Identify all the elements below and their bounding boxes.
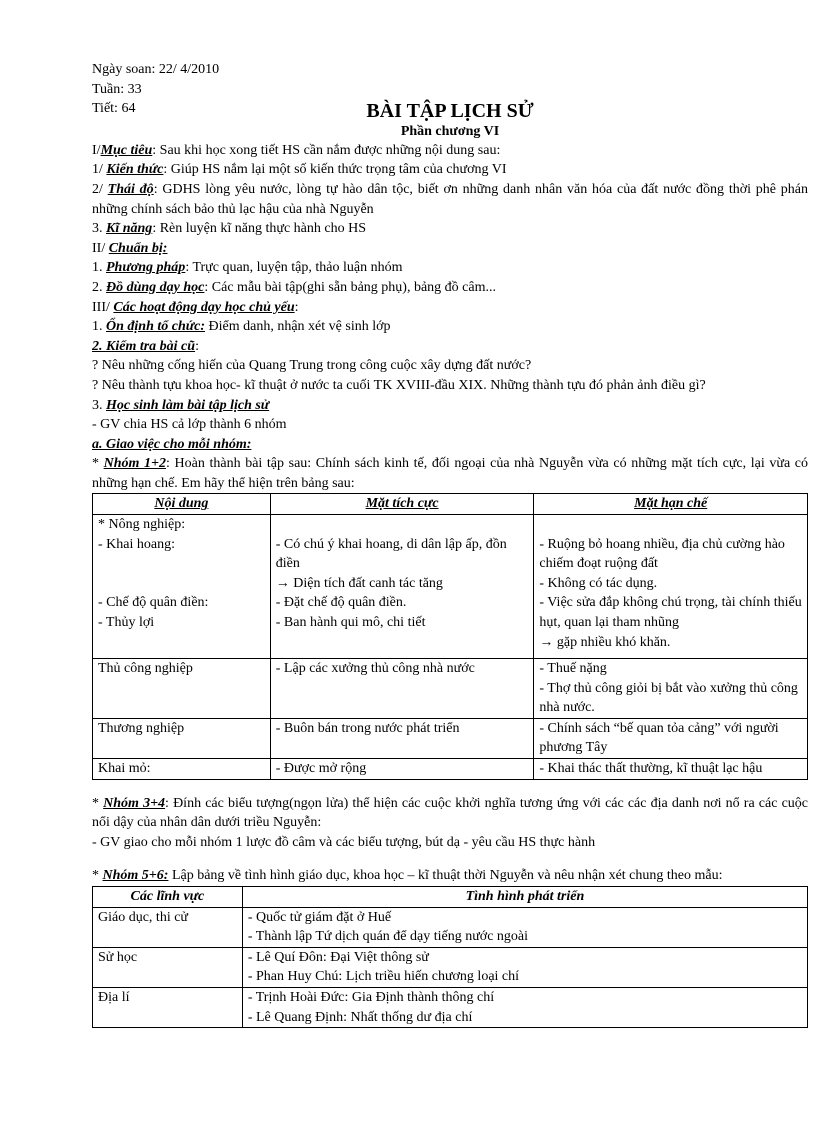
table-cell (534, 659, 808, 719)
item-text: : Giúp HS nắm lại một số kiến thức trọng tâm của chương VI (163, 162, 507, 178)
table-cell: - Khai thác thất thường, kĩ thuật lạc hậu (534, 759, 808, 780)
section1-text: : Sau khi học xong tiết HS cần nắm được những nội dung sau: (152, 142, 501, 158)
table-row-education (93, 907, 808, 947)
group12-label: Nhóm 1+2 (103, 456, 167, 472)
col-header-field: Các lĩnh vực (93, 887, 243, 908)
table-cell: Giáo dục, thi cử (93, 907, 243, 947)
cell-line: - Không có tác dụng. (539, 575, 658, 591)
table-cell: Địa lí (93, 987, 243, 1027)
cell-line: - Thợ thủ công giỏi bị bắt vào xưởng thủ công nhà nước. (539, 680, 798, 716)
step-review (92, 337, 808, 357)
page-title: BÀI TẬP LỊCH SỬ (366, 99, 534, 122)
section3-label: III/ (92, 299, 114, 315)
table-cell: - Lập các xưởng thủ công nhà nước (270, 659, 534, 719)
bullet: * (92, 795, 104, 811)
group56-text: Lập bảng về tình hình giáo dục, khoa học – kĩ thuật thời Nguyễn và nêu nhận xét chung theo mẫu: (168, 868, 723, 884)
item-label: Học sinh làm bài tập lịch sử (106, 397, 270, 413)
table-header-row (93, 887, 808, 908)
section1-label: I/ (92, 142, 101, 158)
table-cell: Khai mỏ: (93, 759, 271, 780)
section3-colon: : (294, 299, 299, 315)
item-number: 3. (92, 221, 106, 237)
cell-line: → gặp nhiều khó khăn. (539, 634, 671, 650)
col-header-limitation: Mặt hạn chế (534, 494, 808, 515)
assign-heading: a. Giao việc cho mỗi nhóm: (92, 436, 252, 452)
table-cell: - Buôn bán trong nước phát triển (270, 718, 534, 758)
table-row-commerce (93, 718, 808, 758)
item-text: : GDHS lòng yêu nước, lòng tự hào dân tộc, biết ơn những danh nhân văn hóa của đất nước đồng thời phê phán những chính sách bảo thủ lạc hậu của nhà Nguyễn (92, 181, 808, 217)
table-cell (93, 515, 271, 659)
table-row-history (93, 947, 808, 987)
step-exercise (92, 396, 808, 416)
table-cell (270, 515, 534, 659)
table-row-handicraft (93, 659, 808, 719)
review-question-2: ? Nêu thành tựu khoa học- kĩ thuật ở nước ta cuối TK XVIII-đầu XIX. Những thành tựu đó phản ảnh điều gì? (92, 377, 706, 393)
item-number: 1. (92, 260, 106, 276)
group56-label: Nhóm 5+6: (102, 868, 169, 884)
cell-line: - Ruộng bỏ hoang nhiều, địa chủ cường hào chiếm đoạt ruộng đất (539, 536, 785, 572)
cell-line: - Khai hoang: (98, 536, 175, 552)
table-row-mining (93, 759, 808, 780)
section3-heading (92, 298, 808, 318)
cell-line: * Nông nghiệp: (98, 517, 186, 533)
cell-line: - Phan Huy Chú: Lịch triều hiến chương loại chí (247, 969, 520, 985)
cell-line: - Đặt chế độ quân điền. (275, 595, 407, 611)
week-line: Tuần: 33 (92, 81, 142, 97)
col-header-positive: Mặt tích cực (270, 494, 534, 515)
cell-line: - Trịnh Hoài Đức: Gia Định thành thông chí (247, 989, 495, 1005)
cell-line: - Thủy lợi (98, 614, 155, 630)
section1-title: Mục tiêu (100, 142, 153, 158)
cell-line: → Diện tích đất canh tác tăng (275, 575, 443, 591)
table-cell: - Chính sách “bế quan tỏa cảng” với người phương Tây (534, 718, 808, 758)
item-label: Kĩ năng (106, 221, 153, 237)
table-cell: Thương nghiệp (93, 718, 271, 758)
item-text: : Trực quan, luyện tập, thảo luận nhóm (185, 260, 403, 276)
item-label: Đồ dùng dạy học (106, 279, 205, 295)
table-cell: - Được mở rộng (270, 759, 534, 780)
group12-task (92, 454, 808, 493)
item-text: : Các mẫu bài tập(ghi sẵn bảng phụ), bảng đồ câm... (204, 279, 496, 295)
economic-policy-table (92, 493, 808, 779)
cell-line: - Có chú ý khai hoang, di dân lập ấp, đồn điền (275, 536, 507, 572)
cell-line: - Lê Quí Đôn: Đại Việt thông sử (247, 949, 429, 965)
cell-line: - Quốc tử giám đặt ở Huế (247, 909, 392, 925)
col-header-development: Tình hình phát triển (242, 887, 807, 908)
group12-text: : Hoàn thành bài tập sau: Chính sách kinh tế, đối ngoại của nhà Nguyễn vừa có những mặt tích cực, lại vừa có những hạn chế. Em hãy thể hiện trên bảng sau: (92, 456, 809, 491)
review-question-1: ? Nêu những cống hiến của Quang Trung trong công cuộc xây dựng đất nước? (92, 358, 532, 374)
item-label: 2. Kiểm tra bài cũ (92, 338, 196, 354)
section2-heading (92, 239, 808, 259)
table-row-agriculture (93, 515, 808, 659)
table-cell (534, 515, 808, 659)
cell-line: - Ban hành qui mô, chi tiết (275, 615, 426, 631)
step-organization (92, 317, 808, 337)
education-table (92, 886, 808, 1028)
objective-knowledge (92, 160, 808, 180)
bullet: * (92, 868, 103, 884)
group34-task (92, 794, 808, 833)
section2-title: Chuẩn bị: (108, 240, 168, 256)
section1-heading (92, 141, 808, 161)
table-cell: Thủ công nghiệp (93, 659, 271, 719)
item-label: Ổn định tổ chức: (106, 319, 206, 335)
prep-method (92, 258, 808, 278)
cell-line: - Chế độ quân điền: (98, 595, 209, 611)
item-number: 2. (92, 279, 106, 295)
cell-line: - Việc sửa đắp không chú trọng, tài chính thiếu hụt, quan lại tham nhũng (539, 595, 802, 631)
table-cell (242, 907, 807, 947)
group56-task (92, 866, 808, 886)
cell-line: - Thành lập Tứ dịch quán để dạy tiếng nước ngoài (247, 929, 529, 945)
cell-line: - Lê Quang Định: Nhất thống dư địa chí (247, 1009, 473, 1025)
table-header-row (93, 494, 808, 515)
table-cell: Sử học (93, 947, 243, 987)
gv-grouping: - GV chia HS cả lớp thành 6 nhóm (92, 417, 287, 433)
item-label: Thái độ (107, 181, 154, 197)
document-page (92, 60, 808, 1028)
date-line: Ngày soan: 22/ 4/2010 (92, 62, 220, 77)
prep-materials (92, 278, 808, 298)
bullet: * (92, 456, 104, 472)
item-number: 1. (92, 319, 106, 335)
group34-gv-line: - GV giao cho mỗi nhóm 1 lược đồ câm và các biểu tượng, bút dạ - yêu cầu HS thực hành (92, 834, 596, 850)
table-cell (242, 987, 807, 1027)
objective-skills (92, 219, 808, 239)
item-number: 2/ (92, 181, 108, 197)
group34-label: Nhóm 3+4 (103, 795, 166, 811)
item-text: : Rèn luyện kĩ năng thực hành cho HS (152, 221, 366, 237)
item-colon: : (195, 338, 199, 354)
item-label: Kiến thức (106, 162, 164, 178)
item-number: 3. (92, 397, 106, 413)
item-number: 1/ (92, 162, 107, 178)
col-header-content: Nội dung (93, 494, 271, 515)
page-subtitle: Phần chương VI (400, 123, 500, 139)
table-row-geography (93, 987, 808, 1027)
section3-title: Các hoạt động dạy học chủ yếu (113, 299, 295, 315)
item-text: Điểm danh, nhận xét vệ sinh lớp (205, 319, 391, 335)
item-label: Phương pháp (106, 260, 186, 276)
group34-text: : Đính các biểu tượng(ngọn lửa) thể hiện các cuộc khởi nghĩa tương ứng với các các địa danh nơi nổ ra các cuộc nổi dậy của nhân dân dưới triều Nguyễn: (92, 795, 808, 831)
section2-label: II/ (92, 240, 109, 256)
objective-attitude (92, 180, 808, 219)
period-line: Tiết: 64 (92, 101, 136, 117)
table-cell (242, 947, 807, 987)
cell-line: - Thuế nặng (539, 661, 607, 677)
